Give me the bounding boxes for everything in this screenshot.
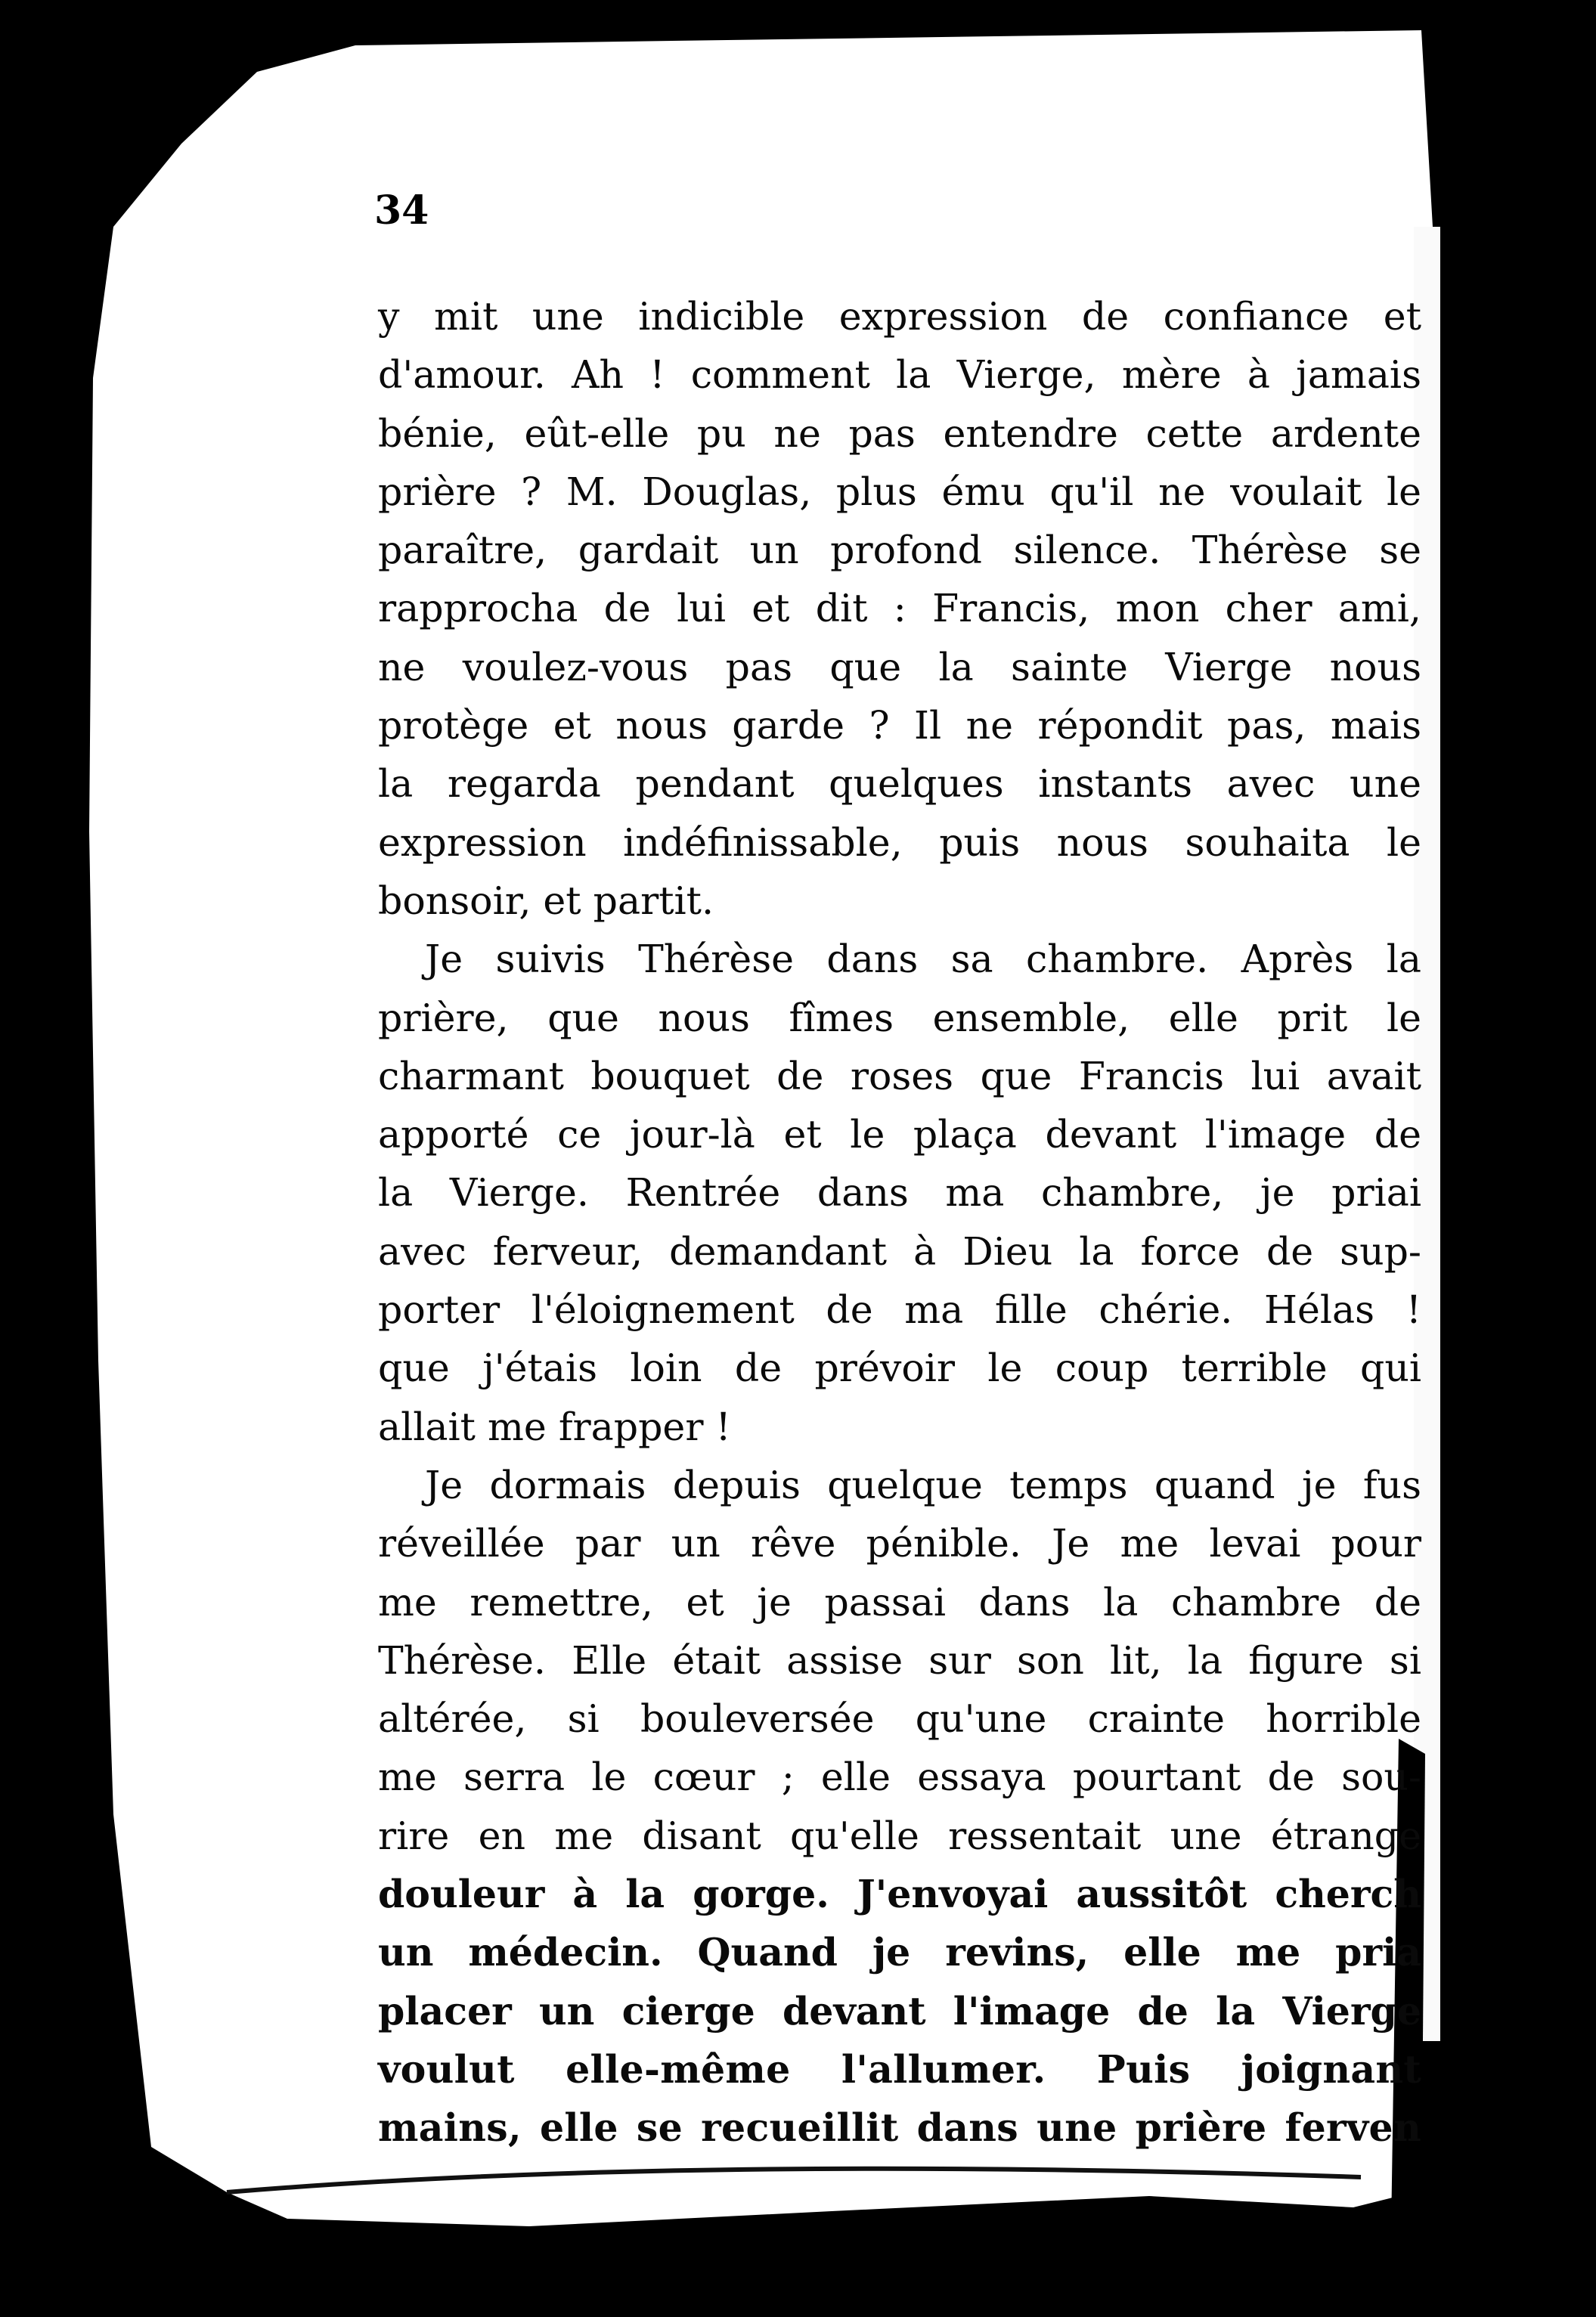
text-line: prière ? M. Douglas, plus ému qu'il ne voulait le bbox=[378, 469, 1421, 514]
text-line: bénie, eût-elle pu ne pas entendre cette ardente bbox=[378, 410, 1421, 456]
page-number: 34 bbox=[374, 187, 429, 234]
text-line: réveillée par un rêve pénible. Je me levai pour bbox=[378, 1521, 1421, 1566]
text-line: altérée, si bouleversée qu'une crainte horrible bbox=[378, 1696, 1421, 1742]
text-line: y mit une indicible expression de confiance et bbox=[378, 294, 1421, 339]
text-line: ne voulez-vous pas que la sainte Vierge nous bbox=[378, 644, 1421, 689]
text-line: que j'étais loin de prévoir le coup terrible qui bbox=[378, 1346, 1421, 1391]
text-line: charmant bouquet de roses que Francis lui avait bbox=[378, 1053, 1421, 1098]
text-line: Je suivis Thérèse dans sa chambre. Après la bbox=[425, 937, 1421, 982]
text-line: prière, que nous fîmes ensemble, elle prit le bbox=[378, 995, 1421, 1040]
text-line: la regarda pendant quelques instants avec une bbox=[378, 761, 1421, 807]
text-line: me remettre, et je passai dans la chambre de bbox=[378, 1579, 1421, 1625]
text-line: un médecin. Quand je revins, elle me pria bbox=[378, 1930, 1421, 1975]
text-line: apporté ce jour-là et le plaça devant l'image de bbox=[378, 1112, 1421, 1157]
text-line: expression indéfinissable, puis nous souhaita le bbox=[378, 819, 1421, 865]
text-line: allait me frapper ! bbox=[378, 1404, 731, 1449]
text-line: voulut elle-même l'allumer. Puis joignant bbox=[378, 2046, 1421, 2092]
text-line: mains, elle se recueillit dans une prière ferven bbox=[378, 2105, 1421, 2151]
text-line: rire en me disant qu'elle ressentait une étrange bbox=[378, 1813, 1421, 1858]
text-line: placer un cierge devant l'image de la Vierge bbox=[378, 1988, 1421, 2034]
body-text bbox=[378, 287, 1421, 2157]
text-line: Je dormais depuis quelque temps quand je fus bbox=[425, 1462, 1421, 1507]
text-line: porter l'éloignement de ma fille chérie. Hélas ! bbox=[378, 1287, 1421, 1333]
text-line: me serra le cœur ; elle essaya pourtant de sou- bbox=[378, 1755, 1421, 1800]
text-line: paraître, gardait un profond silence. Thérèse se bbox=[378, 528, 1421, 573]
text-line: rapprocha de lui et dit : Francis, mon cher ami, bbox=[378, 586, 1421, 631]
text-line: d'amour. Ah ! comment la Vierge, mère à jamais bbox=[378, 352, 1421, 398]
text-line: avec ferveur, demandant à Dieu la force de sup- bbox=[378, 1228, 1421, 1274]
text-line: la Vierge. Rentrée dans ma chambre, je priai bbox=[378, 1170, 1421, 1216]
text-line: douleur à la gorge. J'envoyai aussitôt cherch bbox=[378, 1872, 1421, 1917]
text-line: Thérèse. Elle était assise sur son lit, la figure si bbox=[378, 1637, 1421, 1683]
text-line: protège et nous garde ? Il ne répondit pas, mais bbox=[378, 703, 1421, 748]
text-line: bonsoir, et partit. bbox=[378, 878, 714, 923]
